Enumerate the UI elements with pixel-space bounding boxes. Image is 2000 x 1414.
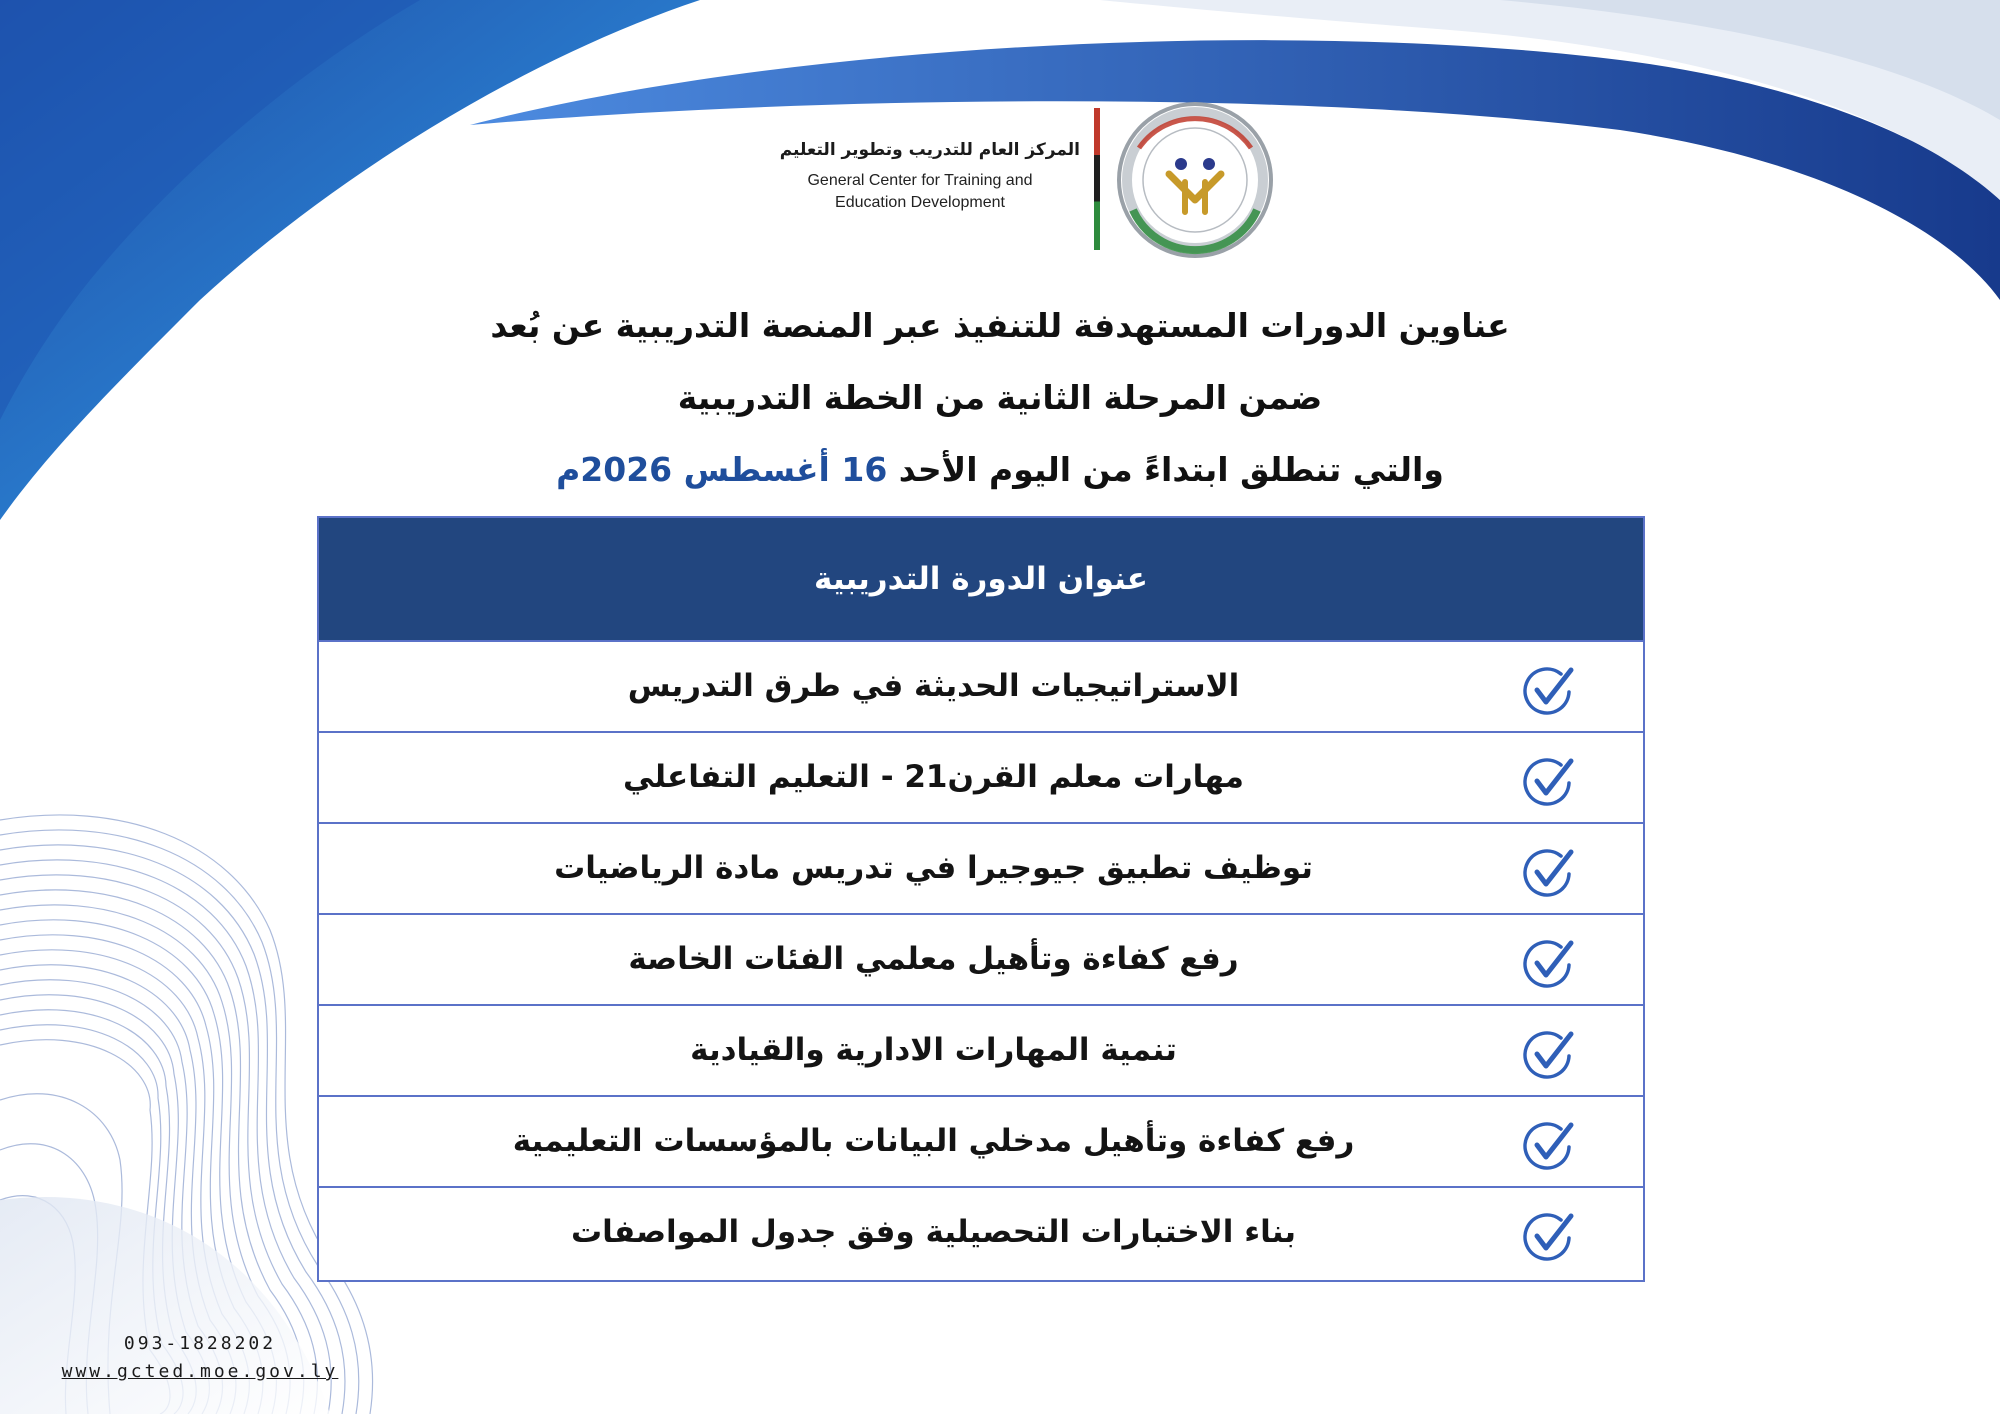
course-title: الاستراتيجيات الحديثة في طرق التدريس <box>627 668 1240 704</box>
table-row <box>319 640 1643 731</box>
title-line-3 <box>400 434 1600 506</box>
table-row <box>319 822 1643 913</box>
announcement-titles <box>400 290 1600 506</box>
checkmark-circle-icon <box>1521 935 1577 991</box>
course-title: رفع كفاءة وتأهيل معلمي الفئات الخاصة <box>628 941 1239 977</box>
checkmark-circle-icon <box>1521 1026 1577 1082</box>
courses-table <box>317 516 1645 1282</box>
phone-number: 093-1828202 <box>123 1333 277 1354</box>
course-title: رفع كفاءة وتأهيل مدخلي البيانات بالمؤسسات التعليمية <box>512 1123 1355 1159</box>
website-link[interactable]: www.gcted.moe.gov.ly <box>61 1361 339 1382</box>
header-logo-area <box>760 100 1280 260</box>
course-title: توظيف تطبيق جيوجيرا في تدريس مادة الرياضيات <box>554 850 1313 886</box>
org-name-english-line2: Education Development <box>835 194 1005 211</box>
table-header: عنوان الدورة التدريبية <box>319 518 1643 640</box>
org-name-english-line1: General Center for Training and <box>807 172 1033 189</box>
table-row <box>319 1095 1643 1186</box>
flag-divider <box>1094 108 1100 250</box>
checkmark-circle-icon <box>1521 1117 1577 1173</box>
ministry-seal-icon <box>1115 100 1275 260</box>
checkmark-circle-icon <box>1521 1208 1577 1264</box>
course-title: تنمية المهارات الادارية والقيادية <box>690 1032 1177 1068</box>
table-row <box>319 1186 1643 1277</box>
course-title: بناء الاختبارات التحصيلية وفق جدول المواصفات <box>570 1214 1297 1250</box>
contact-info <box>30 1330 370 1386</box>
checkmark-circle-icon <box>1521 753 1577 809</box>
checkmark-circle-icon <box>1521 662 1577 718</box>
course-title: مهارات معلم القرن21 - التعليم التفاعلي <box>623 759 1244 795</box>
org-name-arabic: المركز العام للتدريب وتطوير التعليم <box>779 140 1080 160</box>
title-line-1: عناوين الدورات المستهدفة للتنفيذ عبر المنصة التدريبية عن بُعد <box>490 306 1510 345</box>
title-line-3-prefix: والتي تنطلق ابتداءً من اليوم الأحد <box>887 450 1444 489</box>
table-row <box>319 913 1643 1004</box>
table-row <box>319 1004 1643 1095</box>
title-line-2: ضمن المرحلة الثانية من الخطة التدريبية <box>677 378 1323 417</box>
checkmark-circle-icon <box>1521 844 1577 900</box>
start-date: 16 أغسطس 2026م <box>556 450 888 489</box>
table-row <box>319 731 1643 822</box>
org-name-english <box>760 170 1080 214</box>
